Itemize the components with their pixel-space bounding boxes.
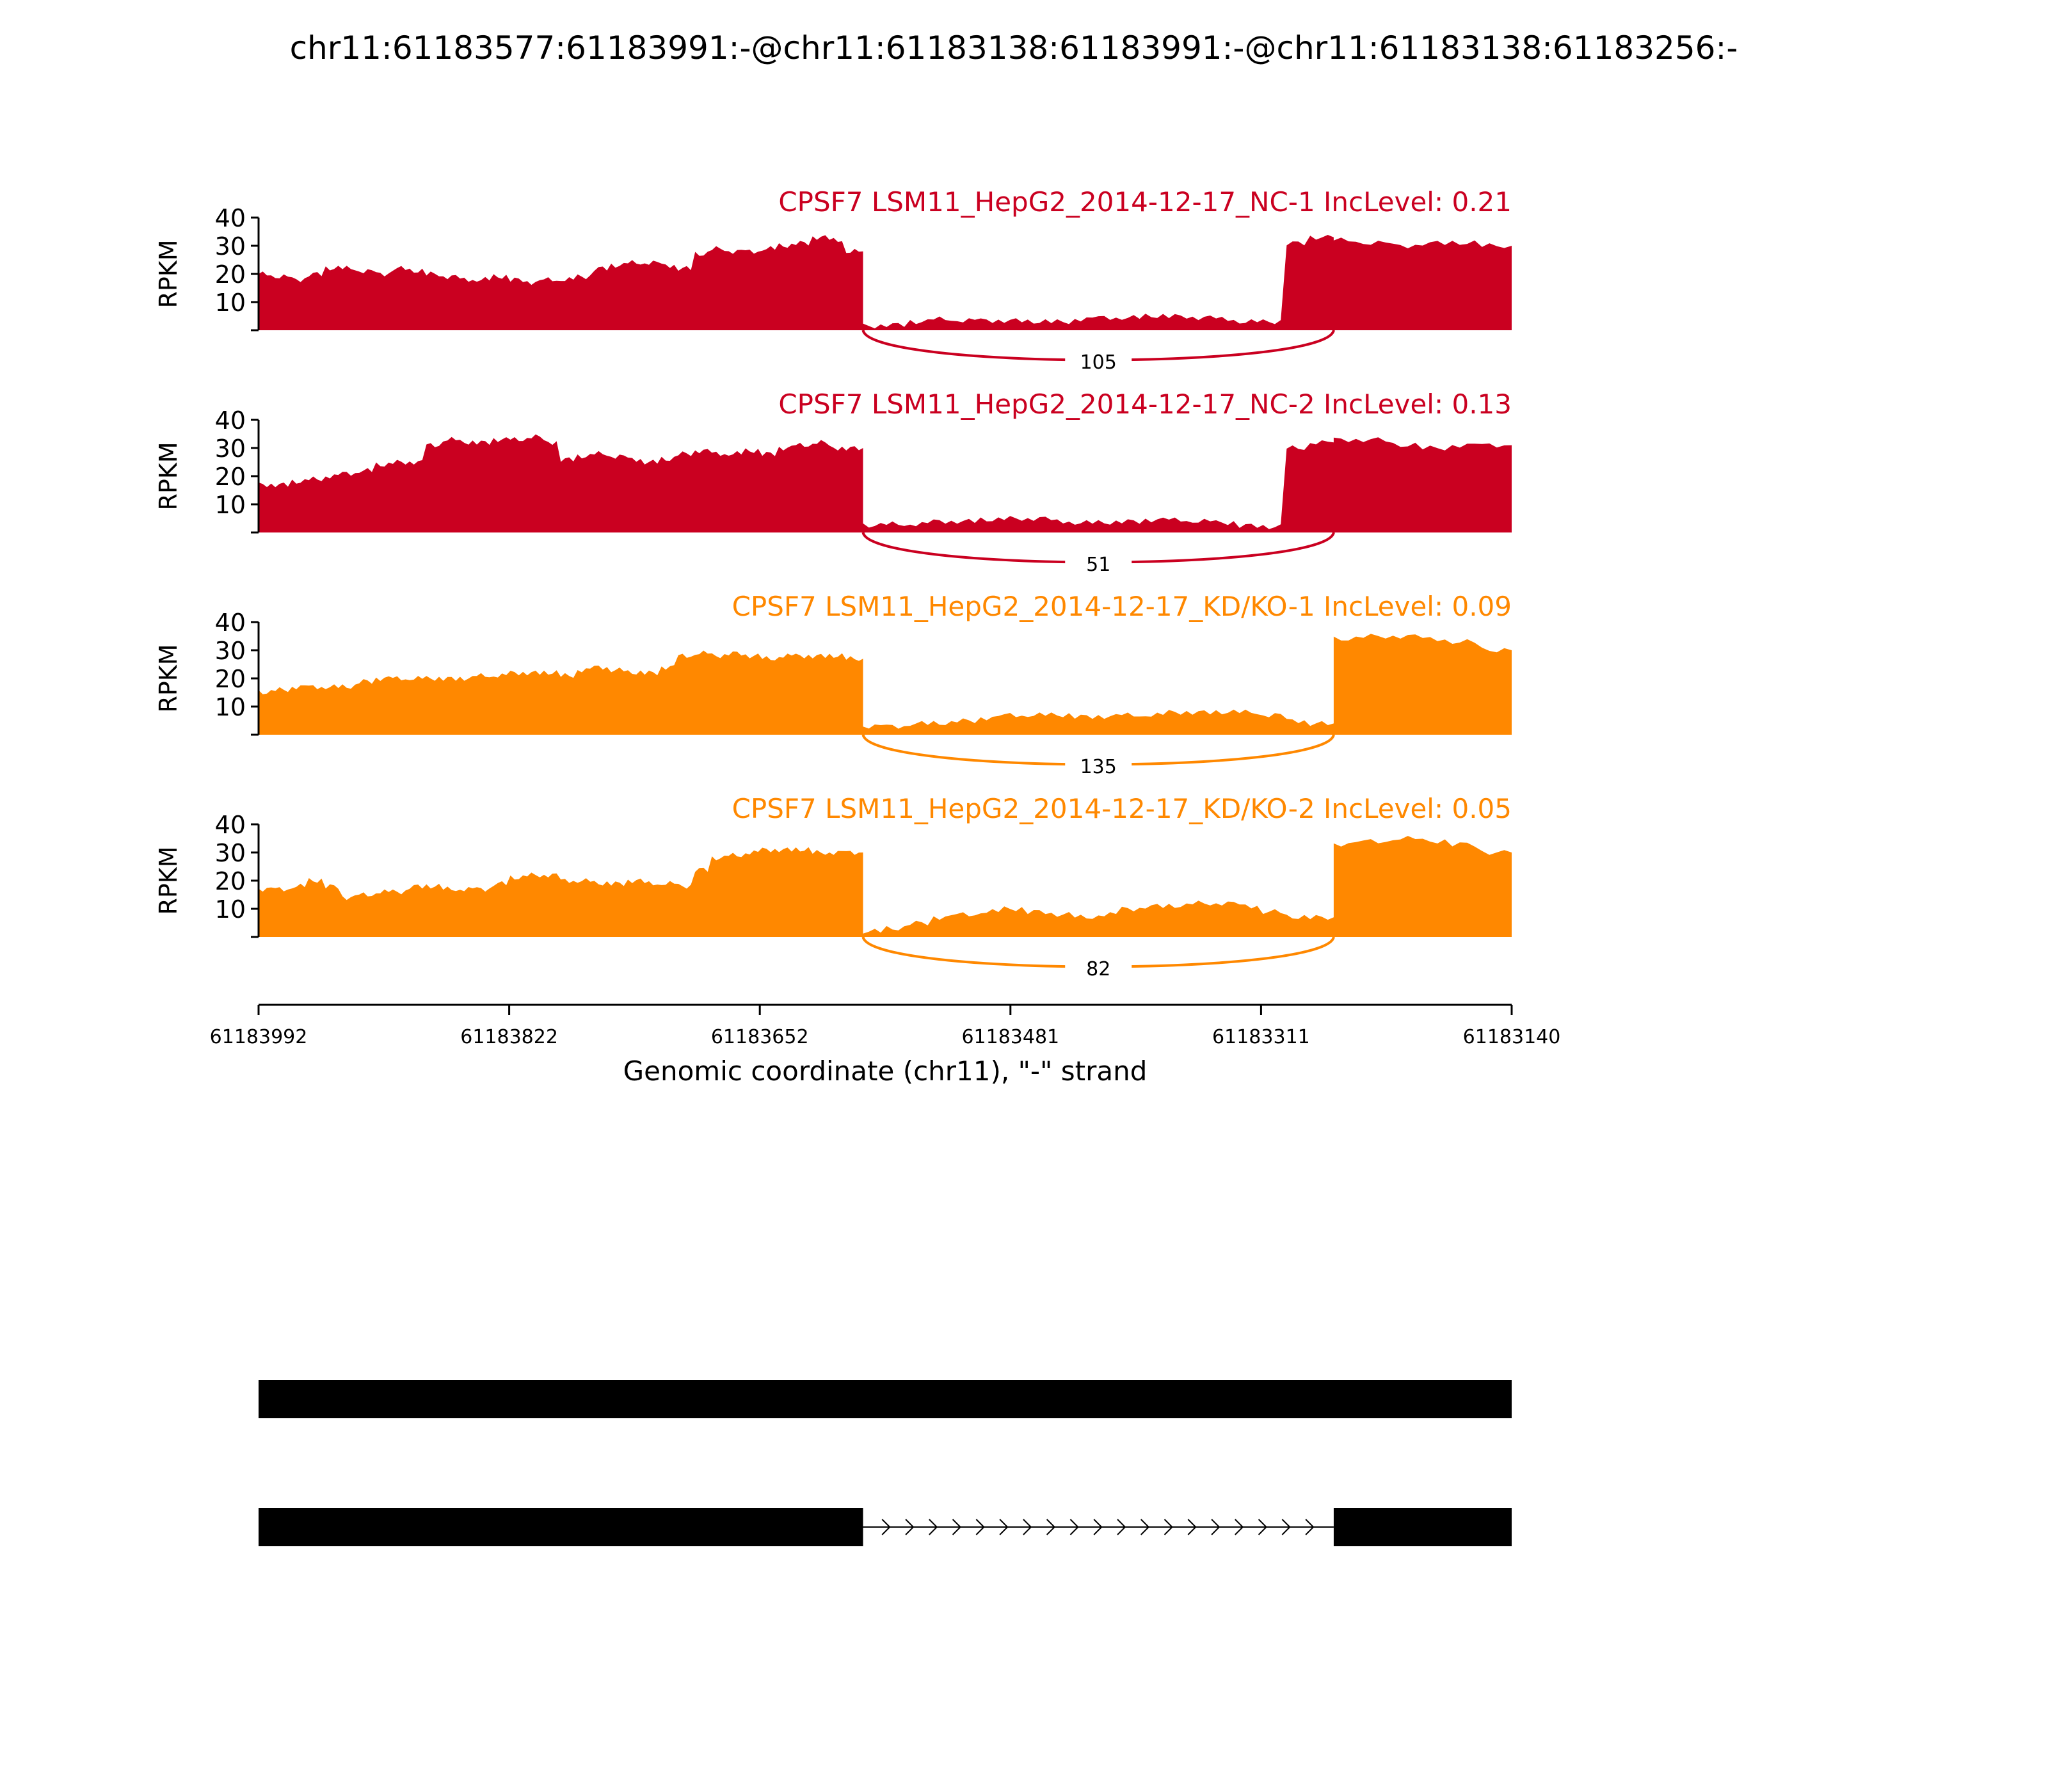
y-axis-label: RPKM <box>154 644 182 713</box>
y-tick-label: 30 <box>214 435 246 463</box>
y-axis-label: RPKM <box>154 442 182 511</box>
coverage-track <box>154 388 1512 576</box>
exon-block <box>259 1508 863 1546</box>
coverage-area <box>259 435 1512 532</box>
y-tick-label: 10 <box>214 491 246 519</box>
x-tick-label: 61183140 <box>1462 1026 1561 1048</box>
x-axis-label: Genomic coordinate (chr11), "-" strand <box>623 1055 1148 1087</box>
junction-count: 82 <box>1086 958 1111 980</box>
y-tick-label: 10 <box>214 693 246 721</box>
sample-label: CPSF7 LSM11_HepG2_2014-12-17_NC-2 IncLevel: 0.13 <box>778 388 1512 420</box>
y-tick-label: 20 <box>214 463 246 491</box>
coverage-area <box>259 836 1512 937</box>
coverage-track <box>154 793 1512 980</box>
figure-title: chr11:61183577:61183991:-@chr11:61183138:61183991:-@chr11:61183138:61183256:- <box>289 29 1738 67</box>
x-tick-label: 61183652 <box>710 1026 809 1048</box>
exon-block <box>1334 1508 1512 1546</box>
y-axis-label: RPKM <box>154 239 182 308</box>
y-tick-label: 40 <box>214 406 246 435</box>
coverage-area <box>259 634 1512 735</box>
y-tick-label: 40 <box>214 609 246 637</box>
isoform-structures <box>259 1380 1512 1546</box>
y-tick-label: 20 <box>214 867 246 895</box>
junction-count: 105 <box>1080 351 1117 374</box>
y-tick-label: 20 <box>214 665 246 693</box>
y-tick-label: 40 <box>214 811 246 839</box>
isoform-track <box>259 1380 1512 1418</box>
exon-block <box>259 1380 1512 1418</box>
y-tick-label: 10 <box>214 895 246 924</box>
junction-count: 135 <box>1080 756 1117 778</box>
coverage-tracks <box>154 186 1512 980</box>
sample-label: CPSF7 LSM11_HepG2_2014-12-17_NC-1 IncLevel: 0.21 <box>778 186 1512 218</box>
y-tick-label: 30 <box>214 637 246 665</box>
y-axis-label: RPKM <box>154 846 182 915</box>
genomic-x-axis <box>210 1005 1561 1087</box>
y-tick-label: 10 <box>214 289 246 317</box>
coverage-area <box>259 235 1512 330</box>
junction-count: 51 <box>1086 554 1111 576</box>
x-tick-label: 61183822 <box>460 1026 558 1048</box>
y-tick-label: 20 <box>214 260 246 289</box>
coverage-track <box>154 186 1512 374</box>
x-tick-label: 61183311 <box>1212 1026 1310 1048</box>
coverage-track <box>154 591 1512 778</box>
x-tick-label: 61183992 <box>209 1026 308 1048</box>
sample-label: CPSF7 LSM11_HepG2_2014-12-17_KD/KO-2 IncLevel: 0.05 <box>732 793 1512 824</box>
y-tick-label: 30 <box>214 232 246 260</box>
sample-label: CPSF7 LSM11_HepG2_2014-12-17_KD/KO-1 IncLevel: 0.09 <box>732 591 1512 622</box>
y-tick-label: 30 <box>214 839 246 867</box>
y-tick-label: 40 <box>214 204 246 232</box>
isoform-track <box>259 1508 1512 1546</box>
x-tick-label: 61183481 <box>961 1026 1060 1048</box>
